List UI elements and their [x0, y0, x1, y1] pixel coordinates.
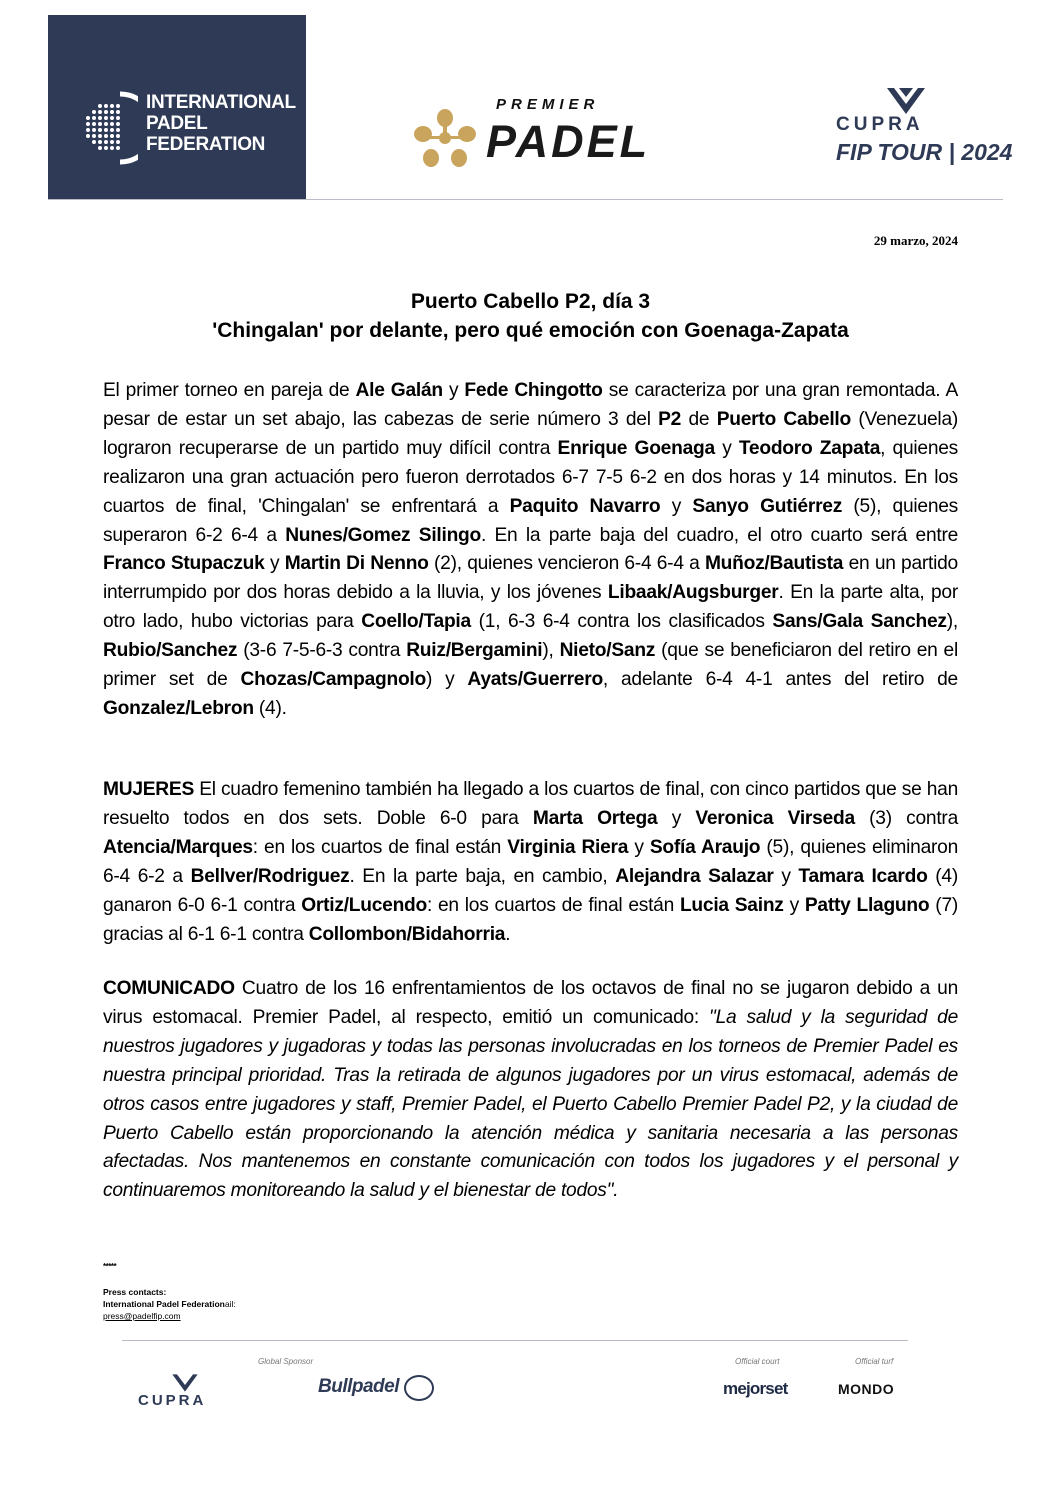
text-run: : en los cuartos de final están [426, 894, 680, 916]
cupra-wordmark: CUPRA [836, 114, 924, 135]
bold-run: COMUNICADO [103, 978, 235, 999]
bold-run: Ale Galán [355, 380, 443, 401]
globe-dot [104, 134, 108, 138]
text-run: : en los cuartos de final están [252, 836, 508, 858]
text-run: se caracteriza por una gran remontada. A pesar de estar un set abajo, las cabezas de serie número 3 del [103, 380, 958, 430]
bold-run: Atencia/Marques [103, 836, 253, 858]
globe-dot [116, 146, 120, 150]
fip-dot-globe-icon [78, 88, 138, 168]
text-run: (4) ganaron 6-0 6-1 contra [103, 865, 958, 916]
globe-dot [98, 134, 102, 138]
bold-run: Bellver/Rodriguez [190, 865, 350, 887]
text-run: (5), quienes superaron 6-2 6-4 a [103, 495, 958, 546]
globe-dot [92, 128, 96, 132]
globe-dot [86, 122, 90, 126]
paragraph-women [103, 776, 958, 949]
globe-dot [104, 110, 108, 114]
bold-run: Sofía Araujo [649, 836, 761, 858]
bold-run: Ruiz/Bergamini [406, 640, 543, 662]
text-run: y [773, 865, 799, 887]
bold-run: Sans/Gala Sanchez [772, 611, 947, 633]
text-run: y [657, 807, 696, 829]
bold-run: Alejandra Salazar [615, 865, 774, 887]
globe-dot [92, 116, 96, 120]
bold-run: Sanyo Gutiérrez [692, 495, 843, 517]
bold-run: Enrique Goenaga [557, 437, 715, 459]
bold-run: Collombon/Bidahorria [308, 923, 506, 945]
sponsor-mondo-logo: MONDO [838, 1381, 895, 1397]
bold-run: Coello/Tapia [361, 611, 471, 633]
globe-dot [110, 146, 114, 150]
globe-dot [86, 128, 90, 132]
bold-run: Franco Stupaczuk [103, 553, 265, 575]
globe-dot [86, 134, 90, 138]
text-run: (5), quienes eliminaron 6-4 6-2 a [103, 836, 958, 887]
text-run: . [505, 923, 511, 945]
text-run: y [628, 836, 650, 858]
paragraph-men [103, 377, 958, 724]
text-run: (Venezuela) lograron recuperarse de un partido muy difícil contra [103, 408, 958, 459]
globe-dot [92, 140, 96, 144]
globe-dot [98, 146, 102, 150]
globe-dot [104, 104, 108, 108]
globe-dot [110, 122, 114, 126]
text-run: , quienes realizaron una gran actuación pero fueron derrotados 6-7 7-5 6-2 en dos horas y 14 minutos. En los cuartos de final, 'Chingalan' se enfrentará a [103, 437, 959, 517]
globe-dot [98, 110, 102, 114]
fip-wordmark [146, 92, 296, 155]
bold-run: Virginia Riera [507, 836, 629, 858]
text-run: (4). [253, 697, 287, 719]
bold-run: Veronica Virseda [695, 807, 855, 829]
globe-dot [110, 128, 114, 132]
globe-dot [110, 110, 114, 114]
text-run: (que se beneficiaron del retiro en el primer set de [103, 640, 958, 691]
fip-line-1: INTERNATIONAL [146, 92, 296, 113]
contacts-heading: Press contacts: [103, 1287, 167, 1297]
contacts-org-rest: ail: [224, 1299, 236, 1309]
globe-dot [98, 122, 102, 126]
press-release-date: 29 marzo, 2024 [873, 233, 958, 248]
bold-run: Nieto/Sanz [559, 640, 656, 662]
globe-dot [92, 134, 96, 138]
globe-dot [116, 128, 120, 132]
premier-padel-padel-word: PADEL [486, 116, 651, 167]
bold-run: Libaak/Augsburger [607, 582, 779, 604]
text-run: (3-6 7-5-6-3 contra [237, 640, 407, 662]
globe-dot [110, 116, 114, 120]
text-run: ), [542, 640, 560, 662]
globe-dot [104, 122, 108, 126]
globe-dot [98, 104, 102, 108]
paragraph-statement [103, 975, 958, 1206]
bold-run: Fede Chingotto [464, 380, 603, 401]
contacts-email-link[interactable]: press@padelfip.com [103, 1311, 181, 1321]
sponsor-label-global: Global Sponsor [258, 1357, 314, 1366]
text-run: . En la parte baja del cuadro, el otro cuarto será entre [481, 524, 959, 546]
bold-run: Ortiz/Lucendo [301, 894, 427, 916]
text-run: . En la parte alta, por otro lado, hubo victorias para [103, 582, 958, 633]
bold-run: Ayats/Guerrero [467, 669, 603, 691]
globe-dot [104, 128, 108, 132]
text-run: (1, 6-3 6-4 contra los clasificados [470, 611, 773, 633]
fip-line-2: PADEL [146, 113, 208, 134]
bold-run: Chozas/Campagnolo [240, 669, 426, 691]
text-run: y [264, 553, 285, 575]
text-run: y [783, 894, 805, 916]
bold-run: Patty Llaguno [804, 894, 930, 916]
text-run: (7) gracias al 6-1 6-1 contra [103, 894, 959, 945]
bold-run: Marta Ortega [532, 807, 658, 829]
bold-run: Tamara Icardo [798, 865, 928, 887]
separator-stars: ***** [103, 1262, 117, 1271]
premier-padel-premier-word: PREMIER [496, 96, 600, 113]
bullpadel-ring-icon [404, 1375, 434, 1401]
globe-dot [110, 134, 114, 138]
title-line-2: 'Chingalan' por delante, pero qué emoción con Goenaga-Zapata [212, 319, 849, 342]
bold-run: P2 [658, 408, 682, 430]
globe-dot [116, 116, 120, 120]
bold-run: Lucia Sainz [679, 894, 784, 916]
cupra-fip-tour-label: FIP TOUR | 2024 [836, 139, 1013, 165]
globe-dot [116, 122, 120, 126]
globe-dot [116, 110, 120, 114]
title-line-1: Puerto Cabello P2, día 3 [410, 290, 651, 313]
text-run: , adelante 6-4 4-1 antes del retiro de [602, 669, 958, 691]
text-run: Cuatro de los 16 enfrentamientos de los octavos de final no se jugaron debido a un virus estomacal. Premier Padel, al respecto, emitió un comunicado: [103, 978, 958, 1028]
globe-dot [92, 110, 96, 114]
bold-run: Paquito Navarro [509, 495, 661, 517]
contacts-organization [103, 1298, 236, 1310]
sponsor-label-turf: Official turf [855, 1357, 894, 1366]
sponsor-cupra-icon [170, 1373, 200, 1393]
globe-dot [104, 140, 108, 144]
press-release-title [103, 287, 958, 345]
cupra-logo-icon [885, 86, 927, 116]
globe-dot [92, 122, 96, 126]
text-run: El primer torneo en pareja de [103, 380, 356, 401]
text-run: y [660, 495, 693, 517]
press-contacts [103, 1286, 236, 1322]
globe-dot [86, 116, 90, 120]
sponsor-label-court: Official court [735, 1357, 780, 1366]
globe-dot [110, 140, 114, 144]
header-divider [48, 199, 1003, 200]
bold-run: Martin Di Nenno [284, 553, 429, 575]
globe-dot [110, 104, 114, 108]
bold-run: Nunes/Gomez Silingo [285, 524, 481, 546]
premier-padel-flower-icon [413, 108, 477, 168]
text-run: de [681, 408, 717, 430]
globe-dot [116, 104, 120, 108]
text-run: y [442, 380, 465, 401]
text-run: El cuadro femenino también ha llegado a los cuartos de final, con cinco partidos que se han resuelto todos en dos sets. Doble 6-0 para [103, 779, 958, 829]
bold-run: Rubio/Sanchez [103, 640, 238, 662]
sponsor-bullpadel-logo: Bullpadel [318, 1376, 400, 1397]
globe-dot [98, 116, 102, 120]
sponsor-divider [122, 1340, 908, 1341]
text-run: . En la parte baja, en cambio, [349, 865, 616, 887]
bold-run: MUJERES [103, 779, 195, 800]
text-run: (2), quienes vencieron 6-4 6-4 a [428, 553, 705, 575]
text-run: en un partido interrumpido por dos horas debido a la lluvia, y los jóvenes [103, 553, 958, 604]
text-run: ) y [425, 669, 468, 691]
bold-run: Puerto Cabello [716, 408, 851, 430]
bold-run: Gonzalez/Lebron [103, 697, 254, 719]
globe-dot [98, 128, 102, 132]
globe-dot [116, 134, 120, 138]
text-run: y [714, 437, 739, 459]
fip-line-3: FEDERATION [146, 134, 266, 155]
sponsor-cupra-logo: CUPRA [138, 1392, 207, 1409]
contacts-org-name: International Padel Federation [103, 1299, 225, 1309]
globe-dot [116, 140, 120, 144]
text-run: (3) contra [854, 807, 958, 829]
bold-run: Muñoz/Bautista [704, 553, 844, 575]
sponsor-mejorset-logo: mejorset [723, 1379, 788, 1398]
bold-run: Teodoro Zapata [738, 437, 881, 459]
globe-dot [98, 140, 102, 144]
italic-run: "La salud y la seguridad de nuestros jugadores y jugadoras y todas las personas involucradas en los torneos de Premier Padel es nuestra principal prioridad. Tras la retirada de algunos jugadores por un virus estomacal, además de otros casos entre jugadores y staff, Premier Padel, el Puerto Cabello Premier Padel P2, y la ciudad de Puerto Cabello están proporcionando la atención médica y sanitaria necesaria a las personas afectadas. Nos mantenemos en constante comunicación con todos los jugadores y el personal y continuaremos monitoreando la salud y el bienestar de todos". [103, 1006, 958, 1202]
globe-dot [104, 146, 108, 150]
globe-dot [104, 116, 108, 120]
text-run: ), [946, 611, 958, 633]
